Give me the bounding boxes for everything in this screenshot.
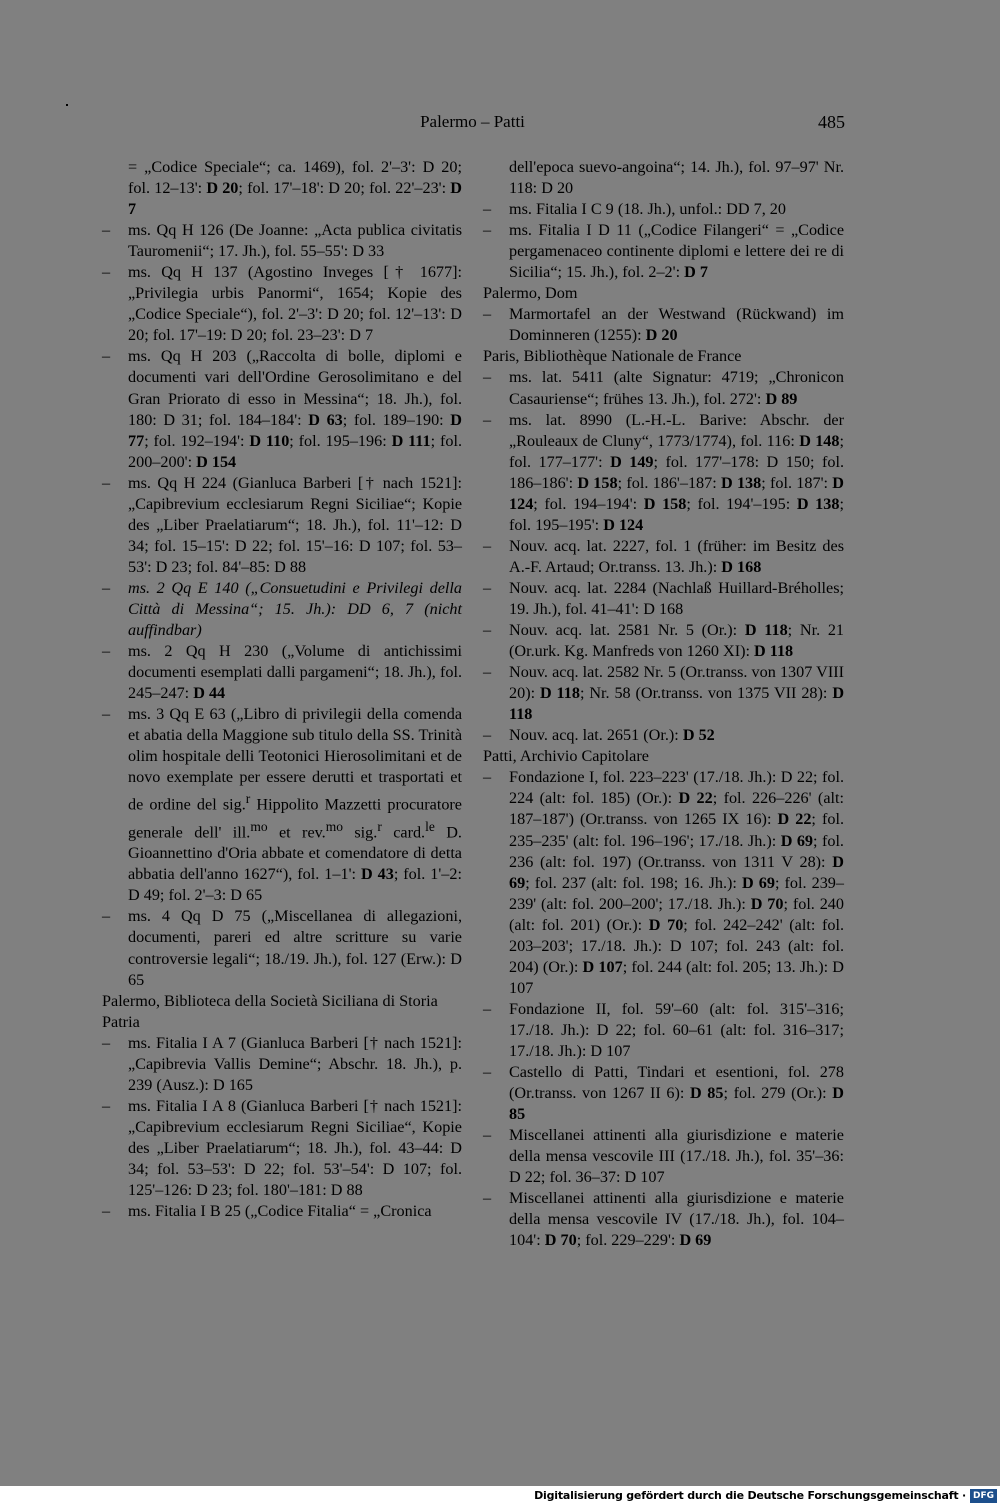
- list-item: – Nouv. acq. lat. 2227, fol. 1 (früher: im Besitz des A.-F. Artaud; Or.transs. 13. Jh.): D 168: [483, 536, 844, 578]
- list-item: – ms. Fitalia I A 7 (Gianluca Barberi [† nach 1521]: „Capibrevia Vallis Demine“; Abschr. 18. Jh.), p. 239 (Ausz.): D 165: [102, 1033, 462, 1096]
- footer-bar: [0, 1486, 1000, 1507]
- list-item: – Nouv. acq. lat. 2284 (Nachlaß Huillard-Bréholles; 19. Jh.), fol. 41–41': D 168: [483, 578, 844, 620]
- list-item: – ms. 4 Qq D 75 („Miscellanea di allegazioni, documenti, pareri ed altre scritture su varie controversie legali“; 18./19. Jh.), fol. 127 (Erw.): D 65: [102, 906, 462, 990]
- archive-heading: Patti, Archivio Capitolare: [483, 747, 649, 766]
- left-column: [102, 157, 462, 1222]
- archive-heading: Palermo, Biblioteca della Società Siciliana di Storia Patria: [102, 991, 438, 1031]
- entry-continuation: dell'epoca suevo-angoina“; 14. Jh.), fol. 97–97' Nr. 118: D 20: [509, 158, 844, 198]
- list-item: – Nouv. acq. lat. 2651 (Or.): D 52: [483, 725, 844, 746]
- list-item: – Miscellanei attinenti alla giurisdizione e materie della mensa vescovile IV (17./18. Jh.), fol. 104–104': D 70; fol. 229–229': D 69: [483, 1188, 844, 1251]
- scan-speck: [66, 104, 68, 106]
- list-item: – ms. Fitalia I A 8 (Gianluca Barberi [† nach 1521]: „Capibrevium ecclesiarum Regni Siciliae“, Kopie des „Liber Praelatiarum“; 18. Jh.), fol. 43–44: D 34; fol. 53–53': D 22; fol. 53'–54': D 107; fol. 125'–126: D 23; fol. 180'–181: D 88: [102, 1096, 462, 1201]
- list-item: – ms. Fitalia I B 25 („Codice Fitalia“ = „Cronica: [102, 1201, 462, 1222]
- running-title: Palermo – Patti: [420, 112, 525, 131]
- list-item: – Miscellanei attinenti alla giurisdizione e materie della mensa vescovile III (17./18. Jh.), fol. 35'–36: D 22; fol. 36–37: D 107: [483, 1125, 844, 1188]
- list-item: – ms. Qq H 137 (Agostino Inveges [† 1677]: „Privilegia urbis Panormi“, 1654; Kopie des „Codice Speciale“), fol. 2'–3': D 20; fol. 12'–13': D 20; fol. 17'–19: D 20; fol. 23–23': D 7: [102, 262, 462, 346]
- list-item: – ms. 2 Qq E 140 („Consuetudini e Privilegi della Città di Messina“; 15. Jh.): DD 6, 7 (nicht auffindbar): [102, 578, 462, 641]
- archive-heading: Palermo, Dom: [483, 284, 578, 303]
- list-item: – Castello di Patti, Tindari et esentioni, fol. 278 (Or.transs. von 1267 II 6): D 85; fol. 279 (Or.): D 85: [483, 1062, 844, 1125]
- dfg-logo: DFG: [970, 1489, 997, 1503]
- list-item: – Marmortafel an der Westwand (Rückwand) im Dominneren (1255): D 20: [483, 304, 844, 346]
- list-item: – Nouv. acq. lat. 2582 Nr. 5 (Or.transs. von 1307 VIII 20): D 118; Nr. 58 (Or.transs. von 1375 VII 28): D 118: [483, 662, 844, 725]
- list-item: – Fondazione I, fol. 223–223' (17./18. Jh.): D 22; fol. 224 (alt: fol. 185) (Or.): D 22; fol. 226–226' (alt: 187–187') (Or.transs. von 1265 IX 16): D 22; fol. 235–235' (alt: fol. 196–196'; 17./18. Jh.): D 69; fol. 236 (alt: fol. 197) (Or.transs. von 1311 V 28): D 69; fol. 237 (alt: fol. 198; 16. Jh.): D 69; fol. 239–239' (alt: fol. 200–200'; 17./18. Jh.): D 70; fol. 240 (alt: fol. 201) (Or.): D 70; fol. 242–242' (alt: fol. 203–203'; 17./18. Jh.): D 107; fol. 243 (alt: fol. 204) (Or.): D 107; fol. 244 (alt: fol. 205; 13. Jh.): D 107: [483, 767, 844, 999]
- list-item: – Fondazione II, fol. 59'–60 (alt: fol. 315'–316; 17./18. Jh.): D 22; fol. 60–61 (alt: fol. 316–317; 17./18. Jh.): D 107: [483, 999, 844, 1062]
- page-number: 485: [818, 112, 845, 132]
- page-header: [100, 112, 845, 136]
- list-item: – ms. 2 Qq H 230 („Volume di antichissimi documenti esemplati dalli pargameni“; 18. Jh.), fol. 245–247: D 44: [102, 641, 462, 704]
- list-item: – ms. Qq H 203 („Raccolta di bolle, diplomi e documenti vari dell'Ordine Gerosolimitano e del Gran Priorato di esso in Messina“; 18. Jh.), fol. 180: D 31; fol. 184–184': D 63; fol. 189–190: D 77; fol. 192–194': D 110; fol. 195–196: D 111; fol. 200–200': D 154: [102, 346, 462, 472]
- list-item: – ms. Qq H 126 (De Joanne: „Acta publica civitatis Tauromenii“; 17. Jh.), fol. 55–55': D 33: [102, 220, 462, 262]
- right-column: [483, 157, 844, 1251]
- list-item: – ms. Qq H 224 (Gianluca Barberi [† nach 1521]: „Capibrevium ecclesiarum Regni Siciliae“; Kopie des „Liber Praelatiarum“; 18. Jh.), fol. 11'–12: D 34; fol. 15–15': D 22; fol. 15'–16: D 107; fol. 53–53': D 23; fol. 84'–85: D 88: [102, 473, 462, 578]
- list-item: – ms. Fitalia I D 11 („Codice Filangeri“ = „Codice pergamenaceo continente diplomi e lettere dei re di Sicilia“; 15. Jh.), fol. 2–2': D 7: [483, 220, 844, 283]
- list-item: – ms. lat. 8990 (L.-H.-L. Barive: Abschr. der „Rouleaux de Cluny“, 1773/1774), fol. 116: D 148; fol. 177–177': D 149; fol. 177'–178: D 150; fol. 186–186': D 158; fol. 186'–187: D 138; fol. 187': D 124; fol. 194–194': D 158; fol. 194'–195: D 138; fol. 195–195': D 124: [483, 410, 844, 536]
- archive-heading: Paris, Bibliothèque Nationale de France: [483, 347, 742, 366]
- list-item: – ms. lat. 5411 (alte Signatur: 4719; „Chronicon Casauriense“; frühes 13. Jh.), fol. 272': D 89: [483, 367, 844, 409]
- list-item: – ms. Fitalia I C 9 (18. Jh.), unfol.: DD 7, 20: [483, 199, 844, 220]
- footer-credit: Digitalisierung gefördert durch die Deutsche Forschungsgemeinschaft ·: [534, 1489, 966, 1502]
- list-item: – ms. 3 Qq E 63 („Libro di privilegii della comenda et abatia della Maggione sub titulo della SS. Trinità olim hospitale delli Teotonici Hierosolimitani et de novo exemplate per essere derutti et trasportati et de ordine del sig.$^r$ Hippolito Mazzetti procuratore generale dell' ill.$^{mo}$ et rev.$^{mo}$ sig.$^r$ card.$^{le}$ D. Gioannettino d'Oria abbate et comendatore di detta abbatia dell'anno 1627“), fol. 1–1': D 43; fol. 1'–2: D 49; fol. 2'–3: D 65: [102, 704, 462, 906]
- entry-continuation: = „Codice Speciale“; ca. 1469), fol. 2'–3': D 20; fol. 12–13': D 20; fol. 17'–18': D 20; fol. 22'–23': D 7: [128, 158, 462, 219]
- list-item: – Nouv. acq. lat. 2581 Nr. 5 (Or.): D 118; Nr. 21 (Or.urk. Kg. Manfreds von 1260 XI): D 118: [483, 620, 844, 662]
